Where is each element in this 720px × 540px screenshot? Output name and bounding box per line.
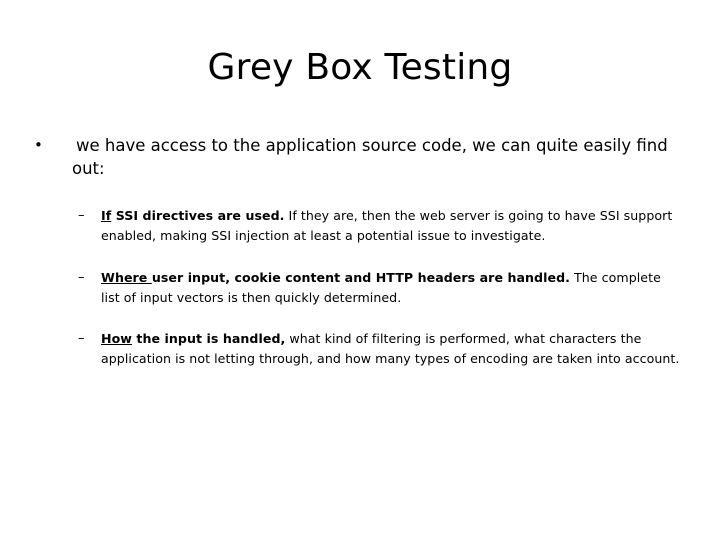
sub-bullet-lead-bold: SSI directives are used. — [111, 208, 285, 223]
sub-bullet-text — [101, 206, 681, 246]
bullet-marker: • — [34, 136, 43, 154]
sub-bullet-lead-underlined: If — [101, 208, 112, 223]
sub-bullet-dash: – — [78, 331, 85, 346]
sub-bullet-lead-bold: the input is handled, — [131, 331, 286, 346]
sub-bullet-rest: what kind of filtering is performed, what characters the application is not letting through, and how many types of encoding are taken into account. — [101, 331, 680, 366]
sub-bullet-text — [101, 329, 681, 369]
sub-bullet-lead-underlined: How — [101, 331, 132, 346]
sub-bullet-dash: – — [78, 208, 85, 223]
sub-bullet-lead-underlined: Where — [101, 270, 152, 285]
sub-bullet-lead-bold: user input, cookie content and HTTP headers are handled. — [151, 270, 570, 285]
sub-bullet-rest: The complete list of input vectors is then quickly determined. — [101, 270, 661, 305]
slide-title: Grey Box Testing — [207, 47, 513, 88]
sub-bullet-dash: – — [78, 270, 85, 285]
main-bullet-text: we have access to the application source code, we can quite easily find out: — [72, 136, 668, 178]
sub-bullet-text — [101, 268, 681, 308]
sub-bullet-rest: If they are, then the web server is going to have SSI support enabled, making SSI injection at least a potential issue to investigate. — [101, 208, 673, 243]
